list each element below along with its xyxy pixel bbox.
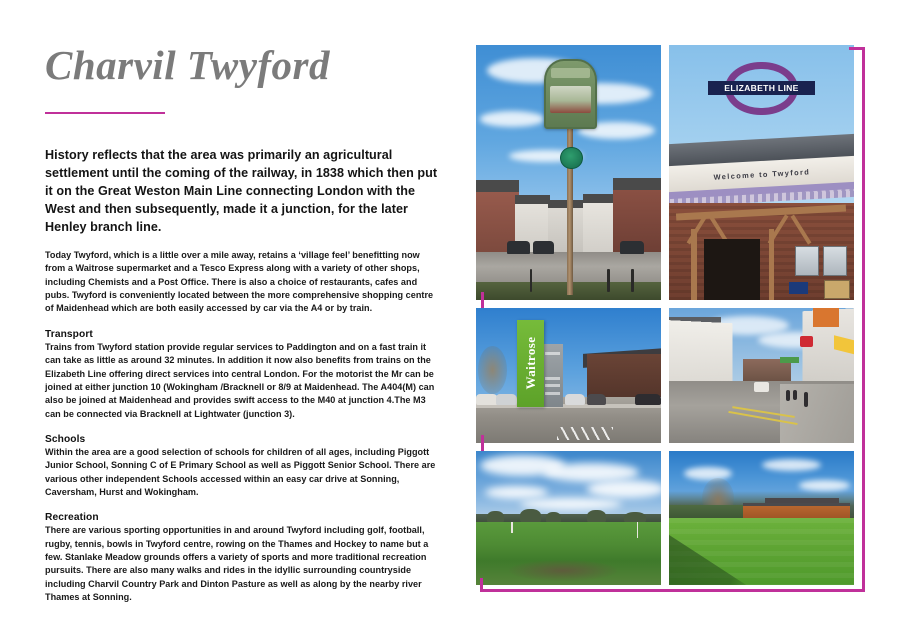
roundel-name-bar	[708, 81, 815, 95]
gallery-row-top	[476, 45, 854, 300]
section-recreation	[45, 512, 440, 604]
photo-waitrose-store	[476, 308, 661, 443]
welcome-sign-label: Welcome to Twyford	[712, 167, 811, 182]
parked-car	[620, 241, 644, 254]
section-heading-recreation: Recreation	[45, 512, 99, 524]
parked-car	[476, 394, 498, 405]
parked-car	[533, 241, 553, 254]
waitrose-sign	[517, 320, 545, 406]
pitch-marker-post	[637, 522, 639, 538]
cloud	[587, 480, 661, 497]
overview-paragraph: Today Twyford, which is a little over a mile away, retains a ‘village feel’ benefitting now from a Waitrose supermarket and a Tesco Express along with a variety of other shops, including Chemists and a Post Office. There is also a choice of restaurants, cafes and pubs. Twyford is conveniently located between the more comprehensive shopping centre of Maidenhead which are both easily accessed by car via the A4 or by train.	[45, 250, 434, 314]
cloud	[543, 463, 639, 482]
sign-lettering	[551, 68, 590, 79]
frame-accent-right	[862, 47, 865, 592]
page-title: Charvil Twyford	[45, 42, 331, 88]
section-heading-schools: Schools	[45, 433, 86, 445]
station-window	[823, 246, 847, 276]
bollard	[631, 269, 633, 292]
green-plaque-icon	[560, 147, 582, 169]
sign-artwork	[550, 86, 590, 113]
photo-twyford-high-street	[669, 308, 854, 443]
parked-car	[565, 394, 585, 405]
timber-post	[769, 229, 775, 300]
shop-sign-red	[800, 336, 813, 347]
shop-signage	[813, 308, 839, 327]
title-divider	[45, 112, 165, 114]
photo-bowling-green	[669, 451, 854, 585]
station-notice	[789, 282, 808, 293]
station-poster	[824, 280, 850, 300]
section-schools	[45, 434, 440, 499]
section-transport	[45, 329, 440, 421]
section-body-schools: Within the area are a good selection of schools for children of all ages, including Piggott Junior School, Sonning C of E Primary School as well as Piggott Senior School. There are various other independent Schools accessed within an easy car drive at Sonning, Caversham, Hurst and Wokingham.	[45, 446, 436, 498]
roundel-label: ELIZABETH LINE	[724, 83, 799, 94]
intro-paragraph: History reflects that the area was primarily an agricultural settlement until the coming of the railway, in 1838 which then put it on the Great Weston Main Line connecting London with the West and then subsequently, made it a junction, for the later Henley branch line.	[45, 148, 438, 234]
pitch-marker-post	[511, 522, 513, 533]
frame-accent-left-tick-lower	[481, 435, 484, 451]
station-entrance	[704, 239, 760, 300]
parked-car	[635, 394, 661, 405]
timber-post	[691, 229, 697, 300]
bollard	[607, 269, 609, 292]
section-body-recreation: There are various sporting opportunities in and around Twyford including golf, football, rugby, tennis, bowls in Twyford centre, rowing on the Thames and Hockey to name but a few. Stanlake Meadow grounds offers a variety of sports and more traditional recreation pursuits. There are also many walks and rides in the idyllic surrounding countryside including Charvil Country Park and Dinton Pasture as well as along by the nearby river Thames at Sonning.	[45, 525, 429, 603]
muddy-patch	[509, 560, 616, 581]
frame-accent-bottom	[480, 589, 865, 592]
photo-sports-field	[476, 451, 661, 585]
pedestrian	[793, 390, 797, 399]
gallery-row-bottom	[476, 451, 854, 585]
section-heading-transport: Transport	[45, 328, 93, 340]
station-window	[795, 246, 819, 276]
cloud	[762, 459, 821, 471]
building	[583, 199, 614, 252]
parked-van	[754, 382, 769, 391]
village-sign-board	[544, 59, 596, 129]
bollard	[530, 269, 532, 292]
secondary-sign-panel	[543, 344, 563, 406]
road-markings	[557, 427, 613, 441]
waitrose-sign-label: Waitrose	[522, 336, 538, 390]
parked-car	[587, 394, 606, 405]
pavement	[780, 384, 854, 443]
gallery-row-middle	[476, 308, 854, 443]
frame-accent-bottom-tick	[480, 578, 483, 592]
section-body-transport: Trains from Twyford station provide regular services to Paddington and on a fast train it can take as little as around 32 minutes. In addition it now also benefits from trains on the Elizabeth Line offering direct services into central London. For the motorist the Mr can be joined at either junction 10 (Wokingham /Bracknell or 8/9 at Maidenhead. The A404(M) can also be joined at Maidenhead and provides swift access to the M40 at junction 4.The M3 can be connected via Bracknell at Lightwater (junction 3).	[45, 341, 435, 419]
shop-sign-green	[780, 357, 799, 364]
text-column	[45, 44, 440, 604]
store-building	[587, 354, 661, 400]
parked-car	[507, 241, 529, 254]
pedestrian	[804, 392, 808, 407]
cloud	[520, 498, 622, 510]
left-shopfronts	[669, 320, 733, 388]
frame-accent-left-tick-upper	[481, 292, 484, 308]
pedestrian	[786, 390, 790, 401]
photo-village-sign	[476, 45, 661, 300]
photo-gallery	[476, 45, 854, 585]
photo-twyford-station	[669, 45, 854, 300]
parked-car	[496, 394, 516, 405]
cloud	[480, 111, 545, 126]
